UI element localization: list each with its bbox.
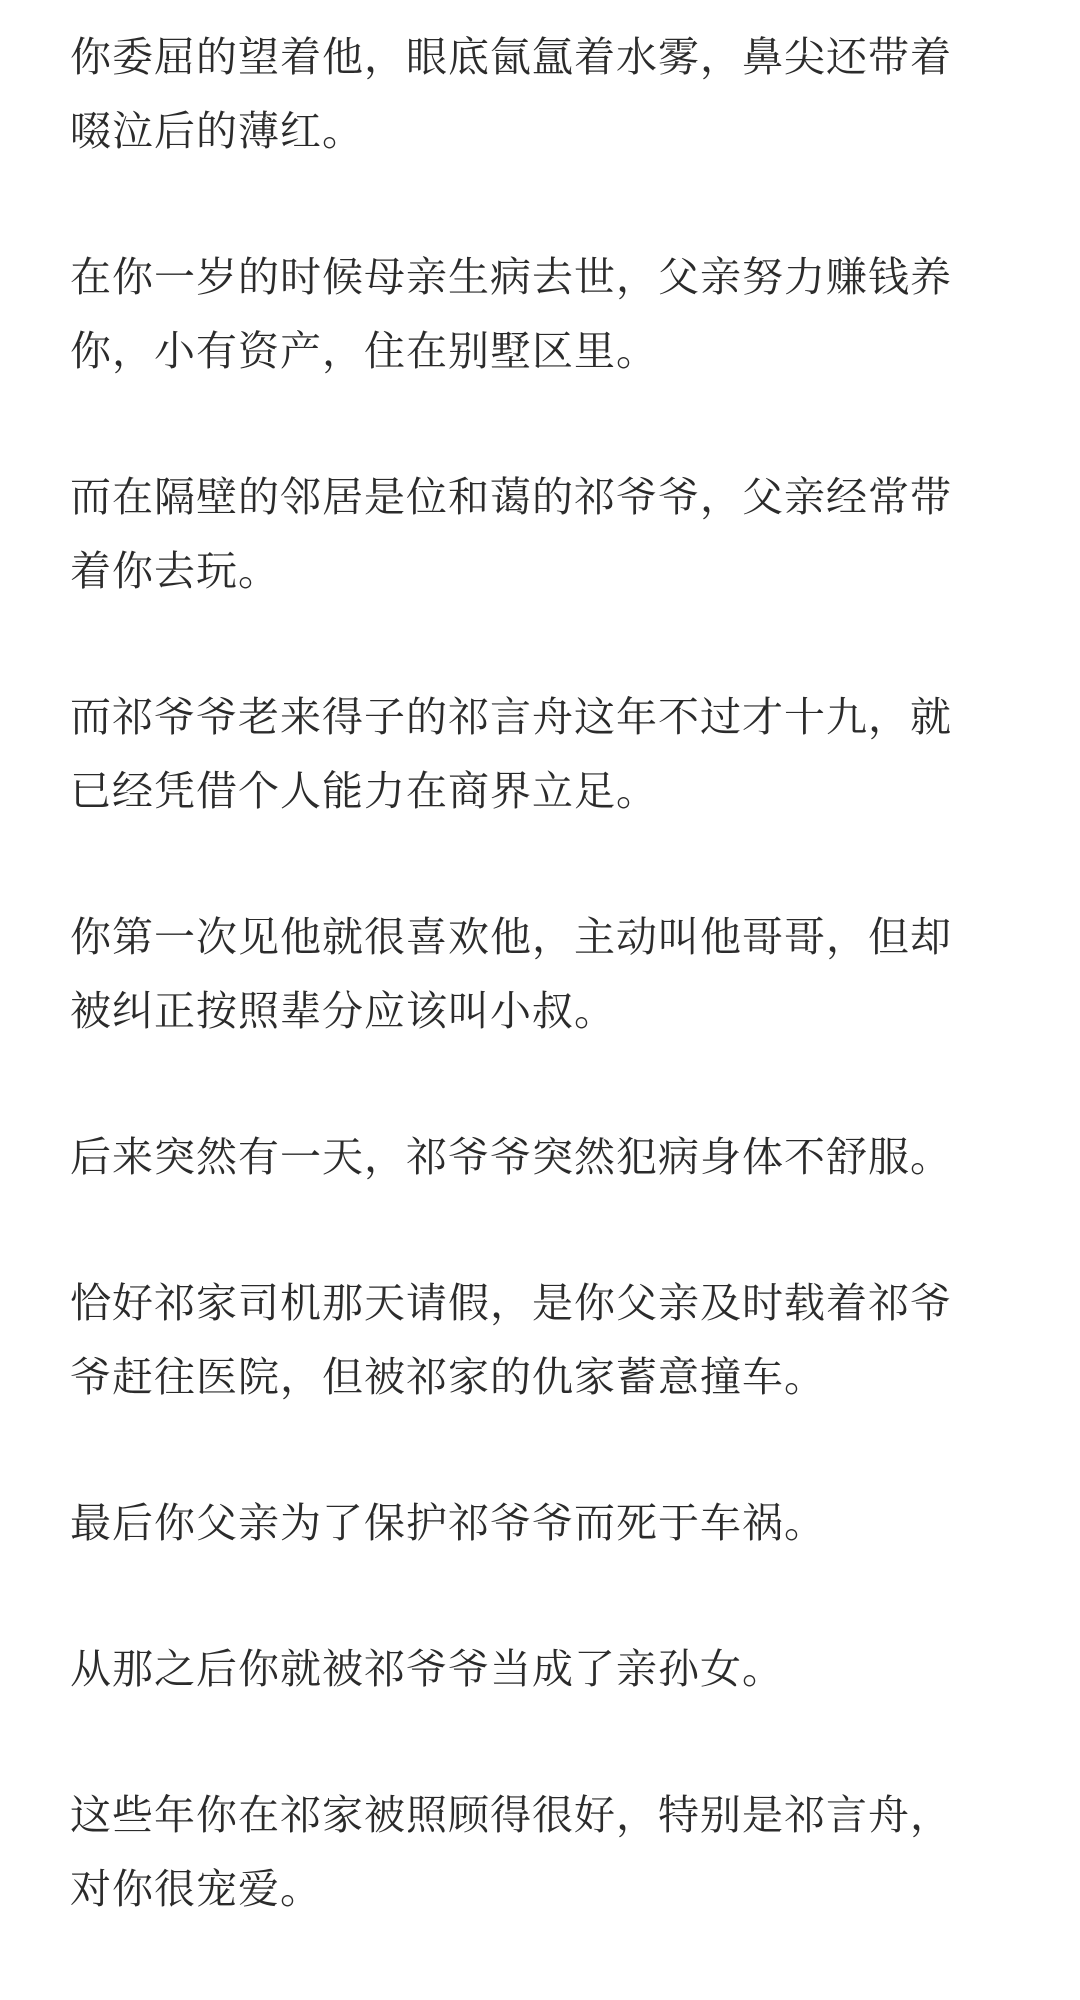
paragraph: 从那之后你就被祁爷爷当成了亲孙女。	[70, 1645, 784, 1693]
article-body	[70, 20, 985, 1926]
paragraph: 你委屈的望着他，眼底氤氲着水雾，鼻尖还带着啜泣后的薄红。	[70, 33, 952, 155]
paragraph: 恰好祁家司机那天请假，是你父亲及时载着祁爷爷赶往医院，但被祁家的仇家蓄意撞车。	[70, 1279, 952, 1401]
paragraph: 而在隔壁的邻居是位和蔼的祁爷爷，父亲经常带着你去玩。	[70, 473, 952, 595]
paragraph: 你第一次见他就很喜欢他，主动叫他哥哥，但却被纠正按照辈分应该叫小叔。	[70, 913, 952, 1035]
paragraph: 后来突然有一天，祁爷爷突然犯病身体不舒服。	[70, 1133, 952, 1181]
paragraph: 而祁爷爷老来得子的祁言舟这年不过才十九，就已经凭借个人能力在商界立足。	[70, 693, 952, 815]
paragraph: 最后你父亲为了保护祁爷爷而死于车祸。	[70, 1499, 826, 1547]
paragraph: 在你一岁的时候母亲生病去世，父亲努力赚钱养你，小有资产，住在别墅区里。	[70, 253, 952, 375]
paragraph: 这些年你在祁家被照顾得很好，特别是祁言舟，对你很宠爱。	[70, 1791, 952, 1913]
